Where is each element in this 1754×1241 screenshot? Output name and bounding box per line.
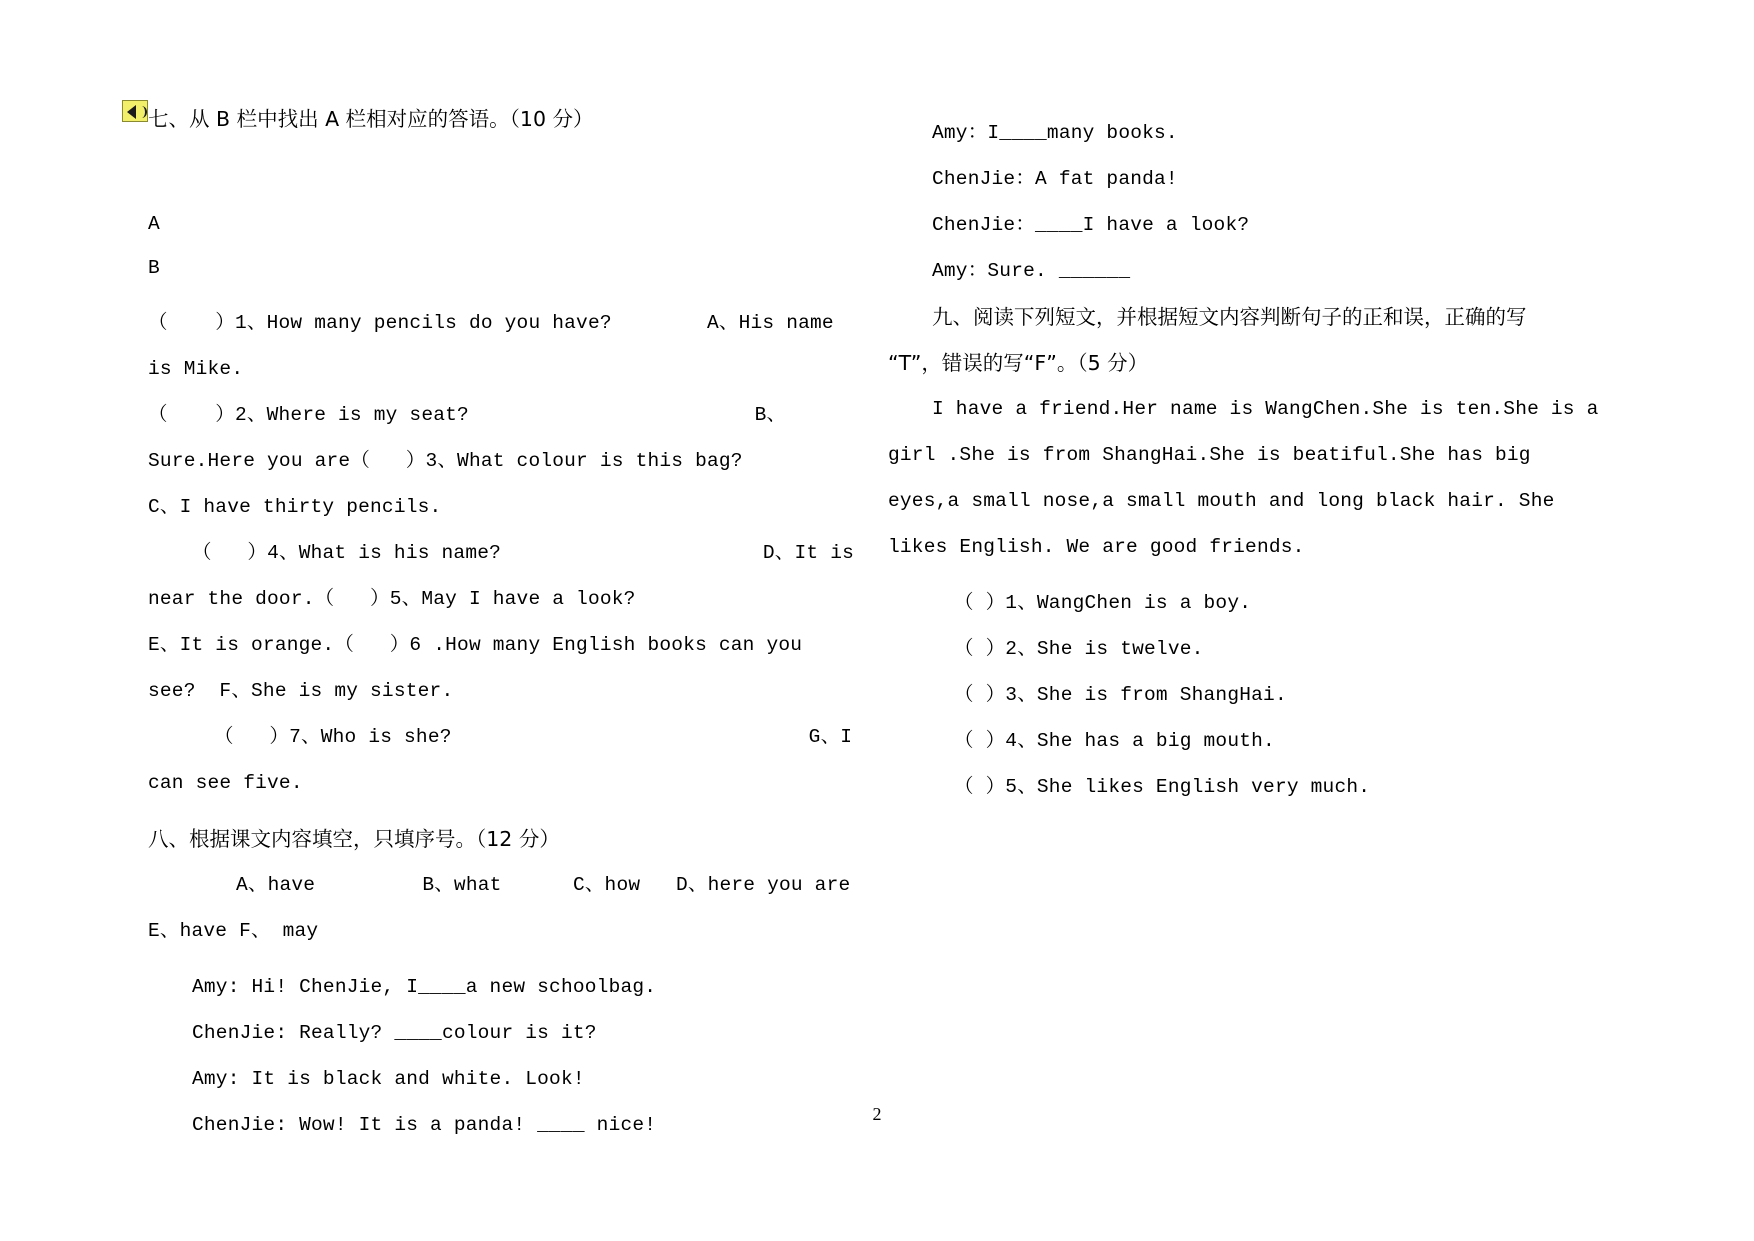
column-label-b: B [148,257,160,279]
section9-heading-line2: “T”，错误的写“F”。（5 分） [888,351,1149,375]
spacer [148,806,860,816]
tf-question: （ ）3、She is from ShangHai. [954,684,1287,706]
dialog-line: Amy: Hi! ChenJie, I____a new schoolbag. [192,976,657,998]
section7-heading: 七、从 B 栏中找出 A 栏相对应的答语。（10 分） [148,107,594,131]
tf-question: （ ）2、She is twelve. [954,638,1204,660]
match-item: （ ）4、What is his name? D、It is near the door.（ ）5、May I have a look? E、It is orange.（ ）6 .How many English books can you see? F、She is my sister. [148,542,922,702]
tf-question: （ ）4、She has a big mouth. [954,730,1275,752]
match-item: （ ）1、How many pencils do you have? A、His name is Mike. [148,312,846,380]
dialog-line: ChenJie: Wow! It is a panda! ____ nice! [192,1114,657,1136]
dialog-line: Amy：Sure. ______ [932,260,1131,282]
dialog-line: ChenJie: Really? ____colour is it? [192,1022,597,1044]
dialog-line: Amy: It is black and white. Look! [192,1068,585,1090]
spacer [148,954,860,964]
dialog-line: Amy：I____many books. [932,122,1178,144]
match-item: （ ）7、Who is she? G、I can see five. [148,726,865,794]
tf-question: （ ）5、She likes English very much. [954,776,1371,798]
spacer [148,146,860,202]
dialog-line: ChenJie：A fat panda! [932,168,1178,190]
dialog-line: ChenJie：____I have a look? [932,214,1250,236]
speaker-icon [122,100,148,122]
right-column [888,110,1611,810]
section9-passage: I have a friend.Her name is WangChen.She is ten.She is a girl .She is from ShangHai.She is beatiful.She has big eyes,a small nose,a small mouth and long black hair. She likes English. We are good friends. [888,398,1611,558]
column-label-a: A [148,213,160,235]
section9-heading-line1: 九、阅读下列短文，并根据短文内容判断句子的正和误，正确的写 [932,305,1527,329]
section8-heading: 八、根据课文内容填空，只填序号。（12 分） [148,827,560,851]
section7-heading-row [148,96,860,142]
tf-question: （ ）1、WangChen is a boy. [954,592,1252,614]
spacer [148,290,860,300]
spacer [888,570,1608,580]
match-item: （ ）2、Where is my seat? B、Sure.Here you are（ ）3、What colour is this bag? C、I have thirty pencils. [148,404,934,518]
section8-options: A、have B、what C、how D、here you are E、have F、 may [148,874,887,942]
left-column [148,96,934,1148]
page-number: 2 [872,1104,882,1124]
